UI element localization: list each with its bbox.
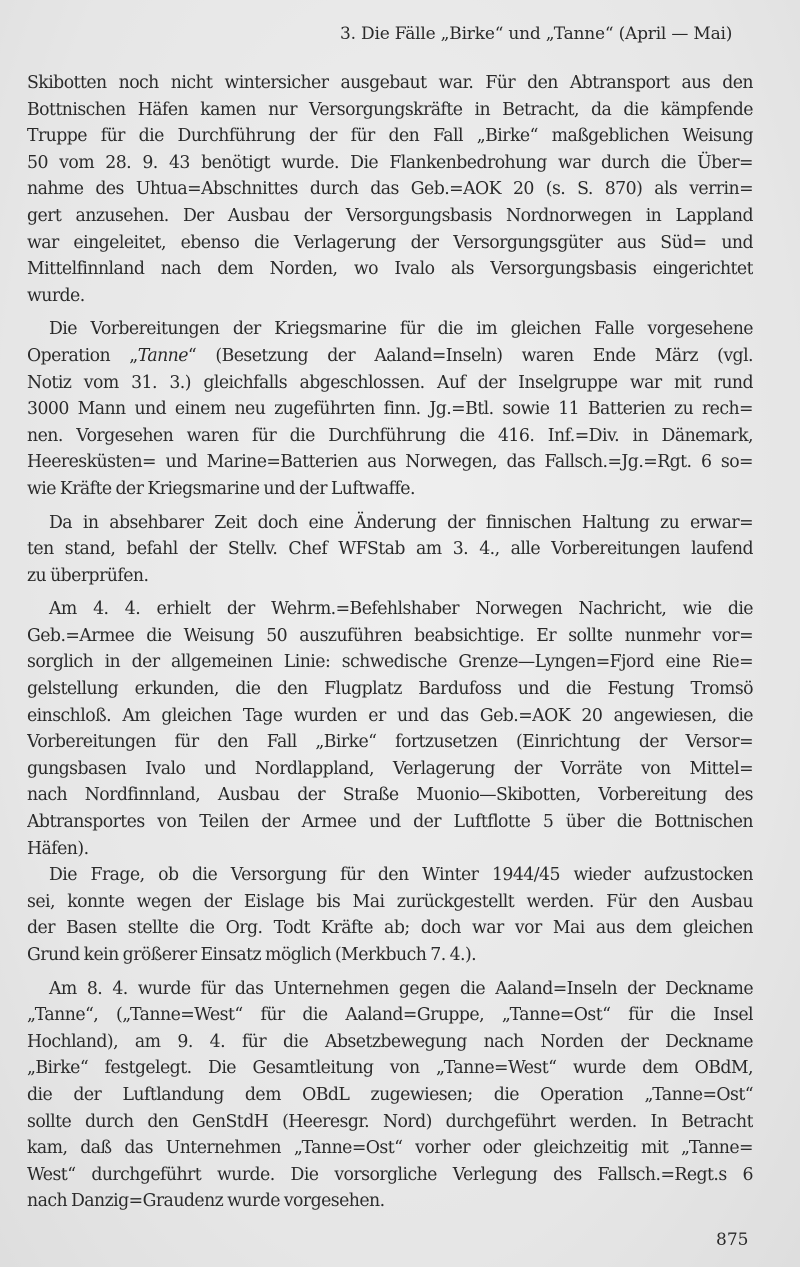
text-line: Heeresküsten= und Marine=Batterien aus Norwegen, das Fallsch.=Jg.=Rgt. 6 so= [27,452,753,473]
text-line: Mittelfinnland nach dem Norden, wo Ivalo als Versorgungsbasis eingerichtet [27,259,753,280]
text-line: wurde. [27,285,85,306]
text-line: Grund kein größerer Einsatz möglich (Merkbuch 7. 4.). [27,945,477,965]
text-line: der Basen stellte die Org. Todt Kräfte ab; doch war vor Mai aus dem gleichen [27,918,753,939]
text-line: sollte durch den GenStdH (Heeresgr. Nord) durchgeführt werden. In Betracht [27,1111,753,1132]
text-line: Vorbereitungen für den Fall „Birke“ fortzusetzen (Einrichtung der Versor= [27,732,753,753]
text-line: Hochland), am 9. 4. für die Absetzbewegung nach Norden der Deckname [27,1031,753,1052]
text-line [27,343,753,370]
text-line: Bottnischen Häfen kamen nur Versorgungskräfte in Betracht, da die kämpfende [27,99,753,120]
text-line: sorglich in der allgemeinen Linie: schwedische Grenze—Lyngen=Fjord eine Rie= [27,652,753,673]
paragraph [27,596,753,862]
text-line: Skibotten noch nicht wintersicher ausgebaut war. Für den Abtransport aus den [27,73,753,93]
text-line: Da in absehbarer Zeit doch eine Änderung der finnischen Haltung zu erwar= [49,512,753,533]
paragraph [27,976,753,1215]
text-line: Truppe für die Durchführung der für den Fall „Birke“ maßgeblichen Weisung [27,126,753,147]
text-line: Abtransportes von Teilen der Armee und der Luftflotte 5 über die Bottnischen [27,812,753,833]
text-line: zu überprüfen. [27,565,149,586]
running-header: 3. Die Fälle „Birke“ und „Tanne“ (April — Mai) [340,24,733,44]
paragraph [27,862,753,968]
text-line: sei, konnte wegen der Eislage bis Mai zurückgestellt werden. Für den Ausbau [27,891,753,912]
body-text [27,70,753,1215]
paragraph [27,510,753,590]
text-line: nach Nordfinnland, Ausbau der Straße Muonio—Skibotten, Vorbereitung des [27,785,753,806]
text-line: Häfen). [27,838,89,859]
text-line: nahme des Uhtua=Abschnittes durch das Geb.=AOK 20 (s. S. 870) als verrin= [27,179,753,200]
text-line: kam, daß das Unternehmen „Tanne=Ost“ vorher oder gleichzeitig mit „Tanne= [27,1138,753,1159]
text-line: nen. Vorgesehen waren für die Durchführung die 416. Inf.=Div. in Dänemark, [27,425,753,446]
text-line: Am 4. 4. erhielt der Wehrm.=Befehlshaber Norwegen Nachricht, wie die [49,599,753,620]
text-line: 50 vom 28. 9. 43 benötigt wurde. Die Flankenbedrohung war durch die Über= [27,152,753,173]
paragraph [27,70,753,309]
text-line: einschloß. Am gleichen Tage wurden er und das Geb.=AOK 20 angewiesen, die [27,705,753,726]
text-line: Geb.=Armee die Weisung 50 auszuführen beabsichtige. Er sollte nunmehr vor= [27,625,753,646]
page-number: 875 [716,1230,749,1250]
italic-operation-name: Tanne [137,345,188,366]
text-line: Am 8. 4. wurde für das Unternehmen gegen die Aaland=Inseln der Deckname [49,978,753,999]
text-line: wie Kräfte der Kriegsmarine und der Luftwaffe. [27,478,415,499]
text-fragment: Operation „ [27,345,138,366]
text-line: Die Frage, ob die Versorgung für den Winter 1944/45 wieder aufzustocken [49,865,753,886]
text-line: „Birke“ festgelegt. Die Gesamtleitung von „Tanne=West“ wurde dem OBdM, [27,1058,753,1079]
text-line: nach Danzig=Graudenz wurde vorgesehen. [27,1191,385,1212]
paragraph [27,316,753,502]
text-line: gelstellung erkunden, die den Flugplatz Bardufoss und die Festung Tromsö [27,679,753,700]
text-line: „Tanne“, („Tanne=West“ für die Aaland=Gruppe, „Tanne=Ost“ für die Insel [27,1005,753,1026]
text-line: gert anzusehen. Der Ausbau der Versorgungsbasis Nordnorwegen in Lappland [27,205,753,226]
text-line: war eingeleitet, ebenso die Verlagerung der Versorgungsgüter aus Süd= und [27,232,753,253]
text-fragment: “ (Besetzung der Aaland=Inseln) waren Ende März (vgl. [187,345,753,366]
text-line: die der Luftlandung dem OBdL zugewiesen; die Operation „Tanne=Ost“ [27,1084,753,1105]
text-line: gungsbasen Ivalo und Nordlappland, Verlagerung der Vorräte von Mittel= [27,758,753,779]
text-line: ten stand, befahl der Stellv. Chef WFStab am 3. 4., alle Vorbereitungen laufend [27,539,753,560]
text-line: Die Vorbereitungen der Kriegsmarine für die im gleichen Falle vorgesehene [49,319,753,340]
text-line: Notiz vom 31. 3.) gleichfalls abgeschlossen. Auf der Inselgruppe war mit rund [27,372,753,393]
text-line: 3000 Mann und einem neu zugeführten finn. Jg.=Btl. sowie 11 Batterien zu rech= [27,399,753,420]
text-line: West“ durchgeführt wurde. Die vorsorgliche Verlegung des Fallsch.=Regt.s 6 [27,1164,753,1185]
